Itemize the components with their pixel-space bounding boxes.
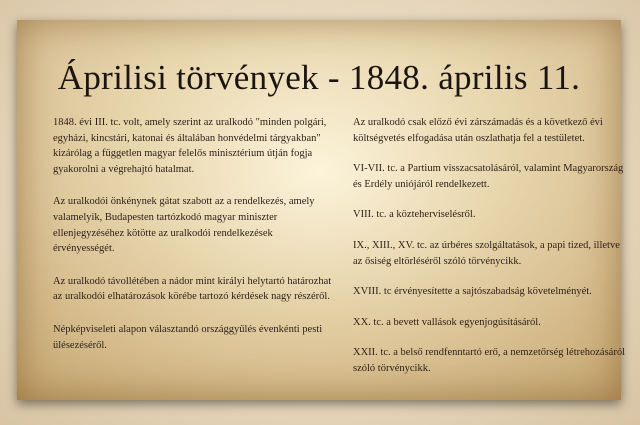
- paragraph: IX., XIII., XV. tc. az úrbéres szolgáltatások, a papi tized, illetve az ősiség eltörléséről szóló törvénycikk.: [353, 239, 620, 267]
- paragraph: XX. tc. a bevett vallások egyenjogúsításáról.: [353, 316, 541, 328]
- parchment-sheet: [17, 20, 626, 400]
- page-title: Áprilisi törvények - 1848. április 11.: [57, 58, 581, 97]
- paragraph: Az uralkodó távollétében a nádor mint királyi helytartó határozhat az uralkodói elhatározások körébe tartozó kérdések nagy részéről.: [53, 275, 332, 303]
- paragraph: VI-VII. tc. a Partium visszacsatolásáról, valamint Magyarország és Erdély uniójáról rendelkezett.: [353, 163, 624, 190]
- left-column: [53, 115, 333, 370]
- paragraph: 1848. évi III. tc. volt, amely szerint az uralkodó "minden polgári, egyházi, kincstári, katonai és általában honvédelmi tárgyakban" kizárólag a független magyar felelős minisztérium útján fogja gyakorolni a végrehajtó hatalmat.: [53, 117, 327, 175]
- paragraph: XXII. tc. a belső rendfenntartó erő, a nemzetőrség létrehozásáról szóló törvénycikk.: [353, 347, 626, 374]
- paragraph: Népképviseleti alapon választandó országgyűlés évenkénti pesti ülésezéséről.: [53, 323, 323, 351]
- right-column: [353, 115, 629, 392]
- paragraph: XVIII. tc érvényesítette a sajtószabadság követelményét.: [353, 286, 592, 298]
- paragraph: Az uralkodói önkénynek gátat szabott az a rendelkezés, amely valamelyik, Budapesten tartózkodó magyar miniszter ellenjegyzéséhez kötötte az uralkodói rendelkezések érvényességét.: [53, 196, 315, 255]
- paragraph: Az uralkodó csak előző évi zárszámadás és a következő évi költségvetés elfogadása után oszlathatja fel a testületet.: [353, 117, 603, 144]
- paragraph: VIII. tc. a közteherviselésről.: [353, 209, 476, 221]
